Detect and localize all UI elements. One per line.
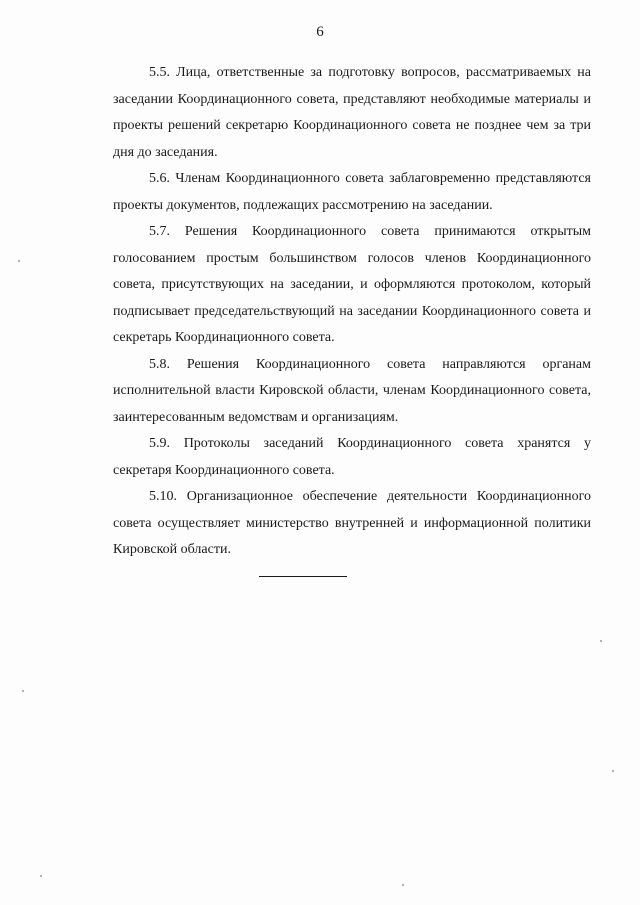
paragraph-5-6: 5.6. Членам Координационного совета заблаговременно представляются проекты документов, подлежащих рассмотрению на заседании. bbox=[113, 171, 591, 213]
paragraph-5-8: 5.8. Решения Координационного совета направляются органам исполнительной власти Кировской области, членам Координационного совета, заинтересованным ведомствам и организациям. bbox=[113, 356, 591, 425]
paragraph-5-5: 5.5. Лица, ответственные за подготовку вопросов, рассматриваемых на заседании Координационного совета, представляют необходимые материалы и проекты решений секретарю Координационного совета не позднее чем за три дня до заседания. bbox=[113, 65, 591, 160]
scan-speck bbox=[40, 875, 42, 877]
scan-speck bbox=[22, 690, 24, 692]
scan-speck bbox=[18, 260, 20, 262]
page-number: 6 bbox=[316, 24, 324, 40]
scan-speck bbox=[600, 640, 602, 642]
end-separator-line bbox=[259, 576, 347, 577]
paragraph-5-10: 5.10. Организационное обеспечение деятельности Координационного совета осуществляет министерство внутренней и информационной политики Кировской области. bbox=[113, 489, 591, 557]
paragraph-5-9: 5.9. Протоколы заседаний Координационного совета хранятся у секретаря Координационного совета. bbox=[113, 436, 591, 478]
paragraph-5-7: 5.7. Решения Координационного совета принимаются открытым голосованием простым большинством голосов членов Координационного совета, присутствующих на заседании, и оформляются протоколом, который подписывает председательствующий на заседании Координационного совета и секретарь Координационного совета. bbox=[113, 224, 591, 345]
document-body bbox=[113, 60, 591, 564]
scan-speck bbox=[402, 884, 404, 886]
scan-speck bbox=[612, 770, 614, 772]
